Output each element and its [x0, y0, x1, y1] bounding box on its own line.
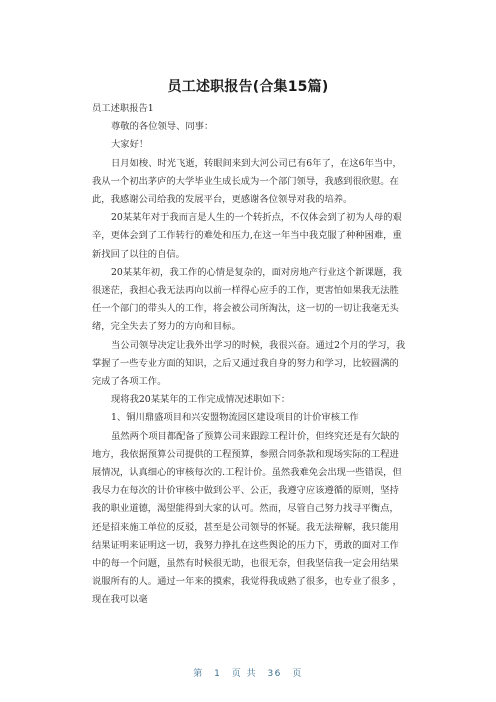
paragraph-salutation: 尊敬的各位领导、同事：: [111, 121, 214, 133]
document-body: [92, 100, 406, 610]
footer-page-number: 1: [214, 669, 222, 679]
paragraph-intro: 日月如梭、时光飞逝，转眼间来到大河公司已有6年了，在这6年当中，我从一个初出茅庐的大学毕业生成长成为一个部门领导，我感到很欣慰。在此，我感谢公司给我的发展平台，更感谢各位领导对我的培养。: [92, 157, 402, 206]
document-title: 员工述职报告(合集15篇): [167, 79, 329, 95]
footer-suffix: 页: [292, 669, 303, 679]
paragraph-item-heading: 1、铜川鼎盛项目和兴安盟物流园区建设项目的计价审核工作: [111, 412, 359, 424]
page-footer: [0, 666, 496, 679]
paragraph-greeting: 大家好！: [111, 139, 149, 151]
paragraph-item-body: 虽然两个项目都配备了预算公司来跟踪工程计价，但终究还是有欠缺的地方，我依据预算公司提供的工程预算，参照合同条款和现场实际的工程进展情况，认真细心的审核每次的.工程计价。虽然我难免会出现一些错误，但我尽力在每次的计价审核中做到公平、公正，我遵守应该遵循的原则，坚持我的职业道德，渴望能得到大家的认可。然而，尽管自己努力找寻平衡点，还是招来施工单位的反驳，甚至是公司领导的怀疑。我无法辩解，我只能用结果证明来证明这一切，我努力挣扎在这些舆论的压力下，勇敢的面对工作中的每一个问题，虽然有时候很无助，也很无奈，但我坚信我一定会用结果说服所有的人。通过一年来的摸索，我觉得我成熟了很多，也专业了很多 ，现在我可以毫: [92, 430, 402, 606]
footer-page-total: 36: [267, 669, 282, 679]
paragraph-early-year: 20某某年初，我工作的心情是复杂的，面对房地产行业这个新课题，我很迷茫，我担心我无法再向以前一样得心应手的工作，更害怕如果我无法胜任一个部门的带头人的工作，将会被公司所淘汰，这一切的一切让我毫无头绪，完全失去了努力的方向和目标。: [92, 266, 402, 333]
section-heading: 员工述职报告1: [92, 103, 154, 114]
footer-prefix: 第: [193, 669, 204, 679]
paragraph-turning-point: 20某某年对于我而言是人生的一个转折点，不仅体会到了初为人母的艰辛，更体会到了工作转行的难处和压力,在这一年当中我克服了种种困难，重新找回了以往的自信。: [92, 212, 402, 260]
paragraph-study: 当公司领导决定让我外出学习的时候，我很兴奋。通过2个月的学习，我掌握了一些专业方面的知识，之后又通过我自身的努力和学习，比较圆满的完成了各项工作。: [92, 339, 406, 388]
footer-middle: 页 共: [231, 669, 258, 679]
paragraph-report-lead: 现将我20某某年的工作完成情况述职如下：: [111, 394, 291, 406]
